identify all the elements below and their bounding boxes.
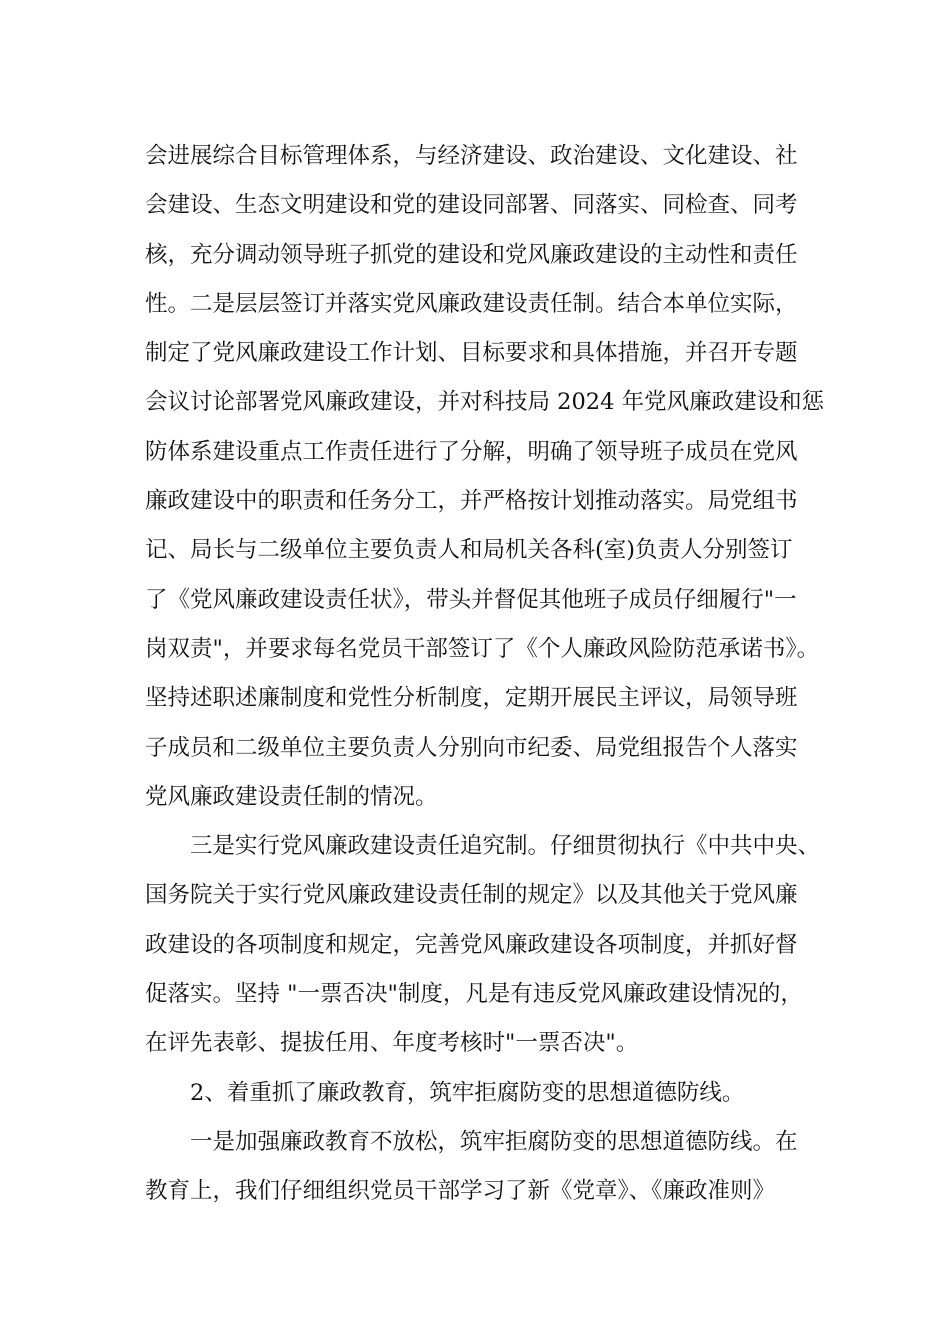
text-line: 会建设、生态文明建设和党的建设同部署、同落实、同检查、同考 <box>145 192 798 219</box>
section-heading: 2、着重抓了廉政教育，筑牢拒腐防变的思想道德防线。 <box>190 1079 745 1106</box>
text-line: 促落实。坚持 "一票否决"制度，凡是有违反党风廉政建设情况的， <box>145 981 803 1008</box>
text-line: 岗双责"，并要求每名党员干部签订了《个人廉政风险防范承诺书》。 <box>145 635 820 662</box>
document-body <box>145 132 825 1217</box>
text-line: 政建设的各项制度和规定，完善党风廉政建设各项制度，并抓好督 <box>145 931 798 958</box>
paragraph-start-line: 一是加强廉政教育不放松，筑牢拒腐防变的思想道德防线。在 <box>190 1128 798 1155</box>
text-line: 记、局长与二级单位主要负责人和局机关各科(室)负责人分别签订 <box>145 537 793 564</box>
text-line: 会议讨论部署党风廉政建设，并对科技局 2024 年党风廉政建设和惩 <box>145 389 825 416</box>
text-line: 会进展综合目标管理体系，与经济建设、政治建设、文化建设、社 <box>145 143 798 169</box>
text-line: 防体系建设重点工作责任进行了分解，明确了领导班子成员在党风 <box>145 438 798 465</box>
text-line: 教育上，我们仔细组织党员干部学习了新《党章》、《廉政准则》 <box>145 1178 776 1205</box>
text-line: 核，充分调动领导班子抓党的建设和党风廉政建设的主动性和责任 <box>145 241 798 268</box>
text-line: 党风廉政建设责任制的情况。 <box>145 783 438 810</box>
text-line: 坚持述职述廉制度和党性分析制度，定期开展民主评议，局领导班 <box>145 685 798 712</box>
paragraph-start-line: 三是实行党风廉政建设责任追究制。仔细贯彻执行《中共中央、 <box>190 833 821 860</box>
text-line: 性。二是层层签订并落实党风廉政建设责任制。结合本单位实际， <box>145 290 798 317</box>
text-line: 制定了党风廉政建设工作计划、目标要求和具体措施，并召开专题 <box>145 340 798 367</box>
text-line: 了《党风廉政建设责任状》，带头并督促其他班子成员仔细履行"一 <box>145 586 797 613</box>
text-line: 廉政建设中的职责和任务分工，并严格按计划推动落实。局党组书 <box>145 488 798 515</box>
text-line: 在评先表彰、提拔任用、年度考核时"一票否决"。 <box>145 1030 639 1057</box>
text-line: 国务院关于实行党风廉政建设责任制的规定》以及其他关于党风廉 <box>145 882 798 909</box>
text-line: 子成员和二级单位主要负责人分别向市纪委、局党组报告个人落实 <box>145 734 798 761</box>
